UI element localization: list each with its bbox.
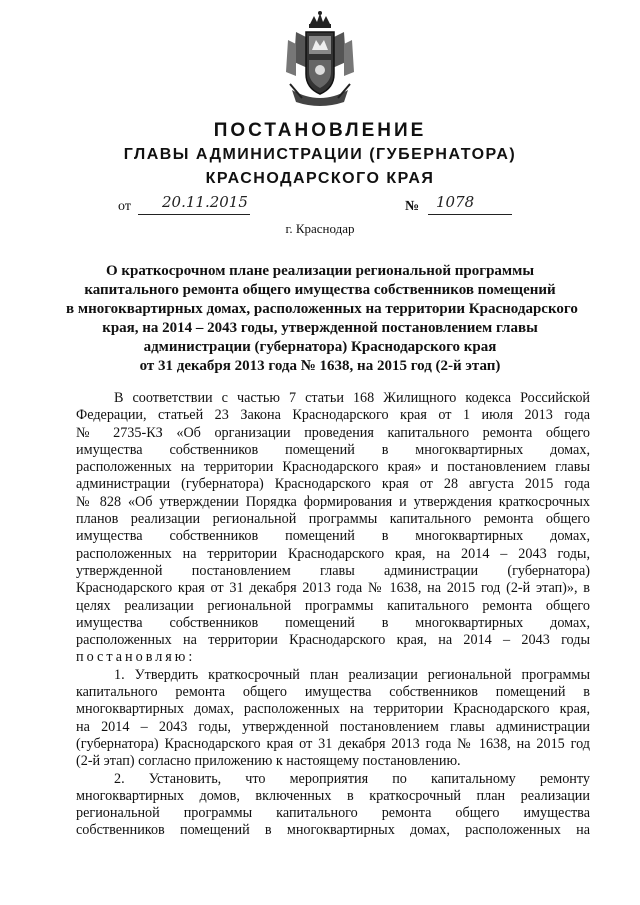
body-line: имущества собственников помещений в многоквартирных домах, (76, 528, 590, 545)
document-number: 1078 (436, 193, 475, 211)
body-line: В соответствии с частью 7 статьи 168 Жилищного кодекса Российской (114, 390, 590, 406)
body-line: № 828 «Об утверждении Порядка формирования и утверждения краткосрочных (76, 493, 590, 510)
krasnodar-krai-coat-of-arms-icon (282, 10, 358, 110)
authority-heading: ГЛАВЫ АДМИНИСТРАЦИИ (ГУБЕРНАТОРА) (123, 146, 517, 163)
document-type-heading: ПОСТАНОВЛЕНИЕ (213, 120, 427, 141)
body-line: на 2014 – 2043 годы, утвержденной постановлением главы администрации (76, 718, 590, 735)
body-line: 2. Установить, что мероприятия по капитальному ремонту (114, 770, 590, 787)
body-line: имущества собственников помещений в многоквартирных домах, (76, 441, 590, 458)
body-line: капитального ремонта общего имущества собственников помещений в (76, 684, 590, 701)
title-line: края, на 2014 – 2043 годы, утвержденной постановлением главы (102, 320, 538, 336)
body-line: (2-й этап) согласно приложению к настоящему постановлению. (76, 753, 461, 770)
body-line: имущества собственников помещений в многоквартирных домах, (76, 614, 590, 631)
region-heading: КРАСНОДАРСКОГО КРАЯ (205, 170, 435, 187)
body-line: утвержденной постановлением главы администрации (губернатора) (76, 562, 590, 579)
body-line: многоквартирных домах, расположенных на территории Краснодарского края, (76, 701, 590, 718)
date-label: от (118, 199, 131, 214)
title-line: О краткосрочном плане реализации региональной программы (105, 263, 535, 279)
body-line: Краснодарского края от 31 декабря 2013 года № 1638, на 2015 год (2-й этап)», в (76, 580, 590, 597)
body-line: 1. Утвердить краткосрочный план реализации региональной программы (114, 666, 590, 683)
body-line: целях реализации региональной программы капитального ремонта общего (76, 597, 590, 614)
title-line: администрации (губернатора) Краснодарского края (143, 339, 497, 355)
document-title (66, 262, 578, 376)
body-line: постановляю: (76, 649, 196, 666)
number-label: № (405, 199, 420, 214)
date-underline (138, 214, 250, 215)
city-label: г. Краснодар (285, 221, 355, 236)
body-line: собственников помещений в многоквартирных домах, расположенных на (76, 822, 590, 839)
body-line: № 2735-КЗ «Об организации проведения капитального ремонта общего (76, 424, 590, 441)
body-line: многоквартирных домов, включенных в краткосрочный план реализации (76, 787, 590, 804)
document-date: 20.11.2015 (162, 193, 248, 211)
body-line: планов реализации региональной программы капитального ремонта общего (76, 511, 590, 528)
title-line: в многоквартирных домах, расположенных на территории Краснодарского (66, 301, 578, 317)
body-line: Федерации, статьей 23 Закона Краснодарского края от 1 июля 2013 года (76, 407, 590, 424)
body-line: администрации (губернатора) Краснодарского края от 28 августа 2015 года (76, 476, 590, 493)
body-line: расположенных на территории Краснодарского края» и постановлением главы (76, 459, 590, 476)
number-underline (428, 214, 512, 215)
document-body (76, 390, 590, 840)
body-line: расположенных на территории Краснодарского края, на 2014 – 2043 годы (76, 632, 590, 649)
body-line: региональной программы капитального ремонта общего имущества (76, 805, 590, 822)
title-line: от 31 декабря 2013 года № 1638, на 2015 год (2-й этап) (139, 358, 501, 374)
body-line: расположенных на территории Краснодарского края, на 2014 – 2043 годы, (76, 545, 590, 562)
body-line: (губернатора) Краснодарского края от 31 декабря 2013 года № 1638, на 2015 год (76, 735, 590, 752)
title-line: капитального ремонта общего имущества собственников помещений (84, 282, 556, 298)
